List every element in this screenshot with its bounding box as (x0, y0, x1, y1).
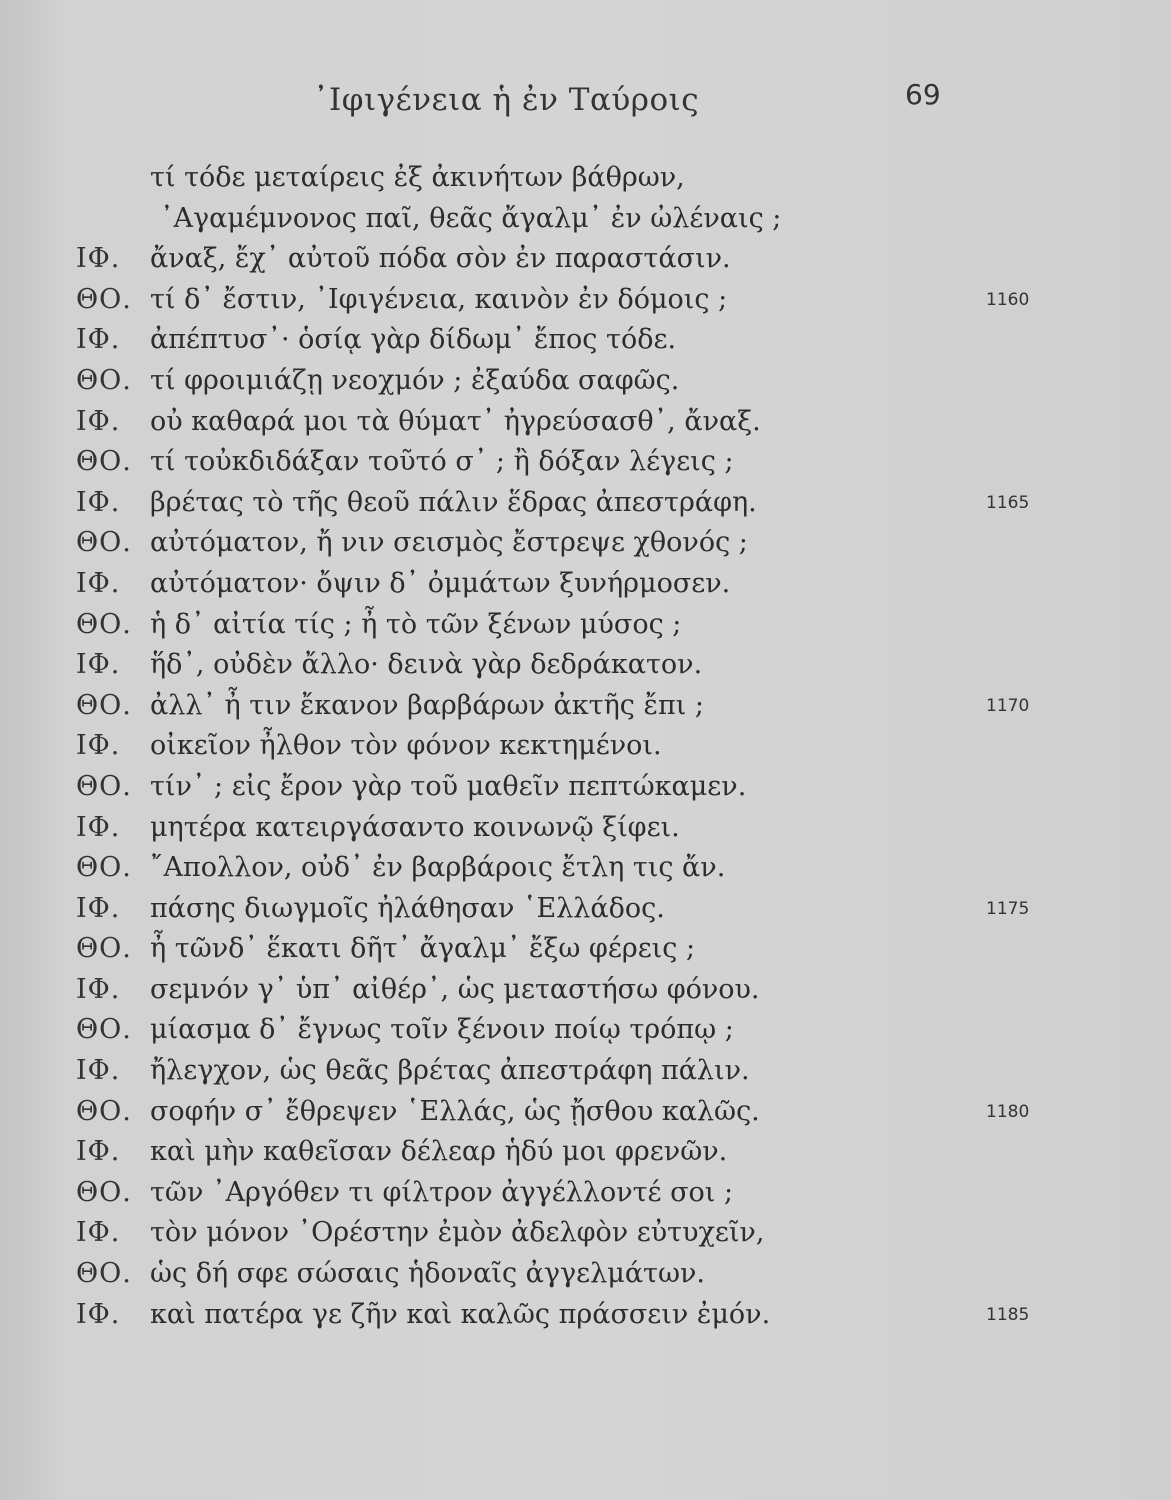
verse-text: τί τοὐκδιδάξαν τοῦτό σ᾿ ; ἢ δόξαν λέγεις ; (150, 446, 734, 478)
verse-line (0, 1173, 1171, 1214)
verse-line (0, 280, 1171, 321)
verse-text: τῶν ᾿Αργόθεν τι φίλτρον ἀγγέλλοντέ σοι ; (150, 1176, 734, 1208)
speaker-label: ΘΟ. (76, 283, 132, 315)
verse-text: πάσης διωγμοῖς ἠλάθησαν ῾Ελλάδος. (150, 892, 665, 924)
speaker-label: ΘΟ. (76, 933, 132, 965)
verse-text: ἡ δ᾿ αἰτία τίς ; ἦ τὸ τῶν ξένων μύσος ; (150, 608, 682, 640)
speaker-label: ΙΦ. (76, 811, 121, 843)
verse-line (0, 1295, 1171, 1336)
speaker-label: ΘΟ. (76, 1258, 132, 1290)
verse-line (0, 442, 1171, 483)
speaker-label: ΙΦ. (76, 1136, 121, 1168)
verse-line (0, 970, 1171, 1011)
verse-line (0, 726, 1171, 767)
verse-line (0, 239, 1171, 280)
verse-line (0, 1254, 1171, 1295)
verse-text: οὐ καθαρά μοι τὰ θύματ᾿ ἠγρεύσασθ᾿, ἄναξ. (150, 405, 761, 437)
verse-text: καὶ πατέρα γε ζῆν καὶ καλῶς πράσσειν ἐμόν. (150, 1298, 771, 1330)
verse-line (0, 767, 1171, 808)
verse-line (0, 564, 1171, 605)
speaker-label: ΙΦ. (76, 649, 121, 681)
verse-line (0, 686, 1171, 727)
line-number: 1170 (986, 695, 1030, 716)
speaker-label: ΘΟ. (76, 1095, 132, 1127)
verse-text: ἀλλ᾿ ἦ τιν ἔκανον βαρβάρων ἀκτῆς ἔπι ; (150, 689, 704, 721)
speaker-label: ΘΟ. (76, 446, 132, 478)
verse-line (0, 1213, 1171, 1254)
verse-text: μίασμα δ᾿ ἔγνως τοῖν ξένοιν ποίῳ τρόπῳ ; (150, 1014, 734, 1046)
speaker-label: ΘΟ. (76, 770, 132, 802)
verse-line (0, 605, 1171, 646)
verse-text: τί φροιμιάζῃ νεοχμόν ; ἐξαύδα σαφῶς. (150, 364, 680, 396)
verse-text: τί τόδε μεταίρεις ἐξ ἀκινήτων βάθρων, (150, 162, 685, 193)
verse-text: καὶ μὴν καθεῖσαν δέλεαρ ἡδύ μοι φρενῶν. (150, 1136, 728, 1168)
speaker-label: ΙΦ. (76, 1217, 121, 1249)
speaker-label: ΘΟ. (76, 364, 132, 396)
verse-line (0, 848, 1171, 889)
verse-line (0, 402, 1171, 443)
line-number: 1160 (986, 289, 1030, 310)
verse-text: ἥδ᾿, οὐδὲν ἄλλο· δεινὰ γὰρ δεδράκατον. (150, 649, 703, 681)
verse-line (0, 889, 1171, 930)
verse-text: σοφήν σ᾿ ἔθρεψεν ῾Ελλάς, ὡς ᾔσθου καλῶς. (150, 1095, 760, 1127)
verse-text: ἤλεγχον, ὡς θεᾶς βρέτας ἀπεστράφη πάλιν. (150, 1055, 750, 1087)
speaker-label: ΘΟ. (76, 1176, 132, 1208)
page-number: 69 (905, 78, 941, 111)
speaker-label: ΘΟ. (76, 527, 132, 559)
speaker-label: ΙΦ. (76, 1055, 121, 1087)
verse-text: μητέρα κατειργάσαντο κοινωνῷ ξίφει. (150, 811, 680, 843)
verse-text: ᾿Αγαμέμνονος παῖ, θεᾶς ἄγαλμ᾿ ἐν ὠλέναις ; (160, 202, 782, 234)
verse-line (0, 808, 1171, 849)
speaker-label: ΘΟ. (76, 1014, 132, 1046)
speaker-label: ΙΦ. (76, 1298, 121, 1330)
verse-line (0, 1132, 1171, 1173)
verse-line (0, 158, 1171, 199)
verse-block (0, 158, 1171, 1335)
verse-text: σεμνόν γ᾿ ὑπ᾿ αἰθέρ᾿, ὡς μεταστήσω φόνου. (150, 973, 760, 1005)
verse-line (0, 1010, 1171, 1051)
verse-text: ὡς δή σφε σώσαις ἡδοναῖς ἀγγελμάτων. (150, 1258, 706, 1290)
running-head-title: ᾿Ιφιγένεια ἡ ἐν Ταύροις (313, 82, 700, 118)
speaker-label: ΘΟ. (76, 689, 132, 721)
verse-line (0, 483, 1171, 524)
verse-line (0, 929, 1171, 970)
speaker-label: ΙΦ. (76, 567, 121, 599)
speaker-label: ΙΦ. (76, 486, 121, 518)
verse-line (0, 1051, 1171, 1092)
verse-text: ἄναξ, ἔχ᾿ αὐτοῦ πόδα σὸν ἐν παραστάσιν. (150, 243, 731, 275)
verse-text: οἰκεῖον ἦλθον τὸν φόνον κεκτημένοι. (150, 730, 662, 762)
verse-text: ἀπέπτυσ᾿· ὁσίᾳ γὰρ δίδωμ᾿ ἔπος τόδε. (150, 324, 677, 356)
speaker-label: ΘΟ. (76, 608, 132, 640)
verse-line (0, 1092, 1171, 1133)
verse-line (0, 199, 1171, 240)
speaker-label: ΙΦ. (76, 405, 121, 437)
verse-text: αὐτόματον· ὄψιν δ᾿ ὀμμάτων ξυνήρμοσεν. (150, 567, 731, 599)
verse-text: βρέτας τὸ τῆς θεοῦ πάλιν ἕδρας ἀπεστράφη. (150, 486, 757, 518)
verse-line (0, 361, 1171, 402)
speaker-label: ΙΦ. (76, 892, 121, 924)
line-number: 1180 (986, 1101, 1030, 1122)
speaker-label: ΙΦ. (76, 973, 121, 1005)
verse-text: τί δ᾿ ἔστιν, ᾿Ιφιγένεια, καινὸν ἐν δόμοις ; (150, 283, 728, 315)
verse-line (0, 645, 1171, 686)
line-number: 1175 (986, 898, 1030, 919)
verse-text: ῎Απολλον, οὐδ᾿ ἐν βαρβάροις ἔτλη τις ἄν. (150, 852, 726, 884)
speaker-label: ΙΦ. (76, 730, 121, 762)
verse-text: τίν᾿ ; εἰς ἔρον γὰρ τοῦ μαθεῖν πεπτώκαμεν. (150, 770, 747, 802)
line-number: 1185 (986, 1304, 1030, 1325)
verse-line (0, 320, 1171, 361)
speaker-label: ΙΦ. (76, 324, 121, 356)
verse-line (0, 523, 1171, 564)
verse-text: τὸν μόνον ᾿Ορέστην ἐμὸν ἀδελφὸν εὐτυχεῖν, (150, 1217, 765, 1249)
speaker-label: ΘΟ. (76, 852, 132, 884)
verse-text: αὐτόματον, ἤ νιν σεισμὸς ἔστρεψε χθονός ; (150, 527, 748, 559)
speaker-label: ΙΦ. (76, 243, 121, 275)
verse-text: ἦ τῶνδ᾿ ἕκατι δῆτ᾿ ἄγαλμ᾿ ἔξω φέρεις ; (150, 933, 696, 965)
line-number: 1165 (986, 492, 1030, 513)
